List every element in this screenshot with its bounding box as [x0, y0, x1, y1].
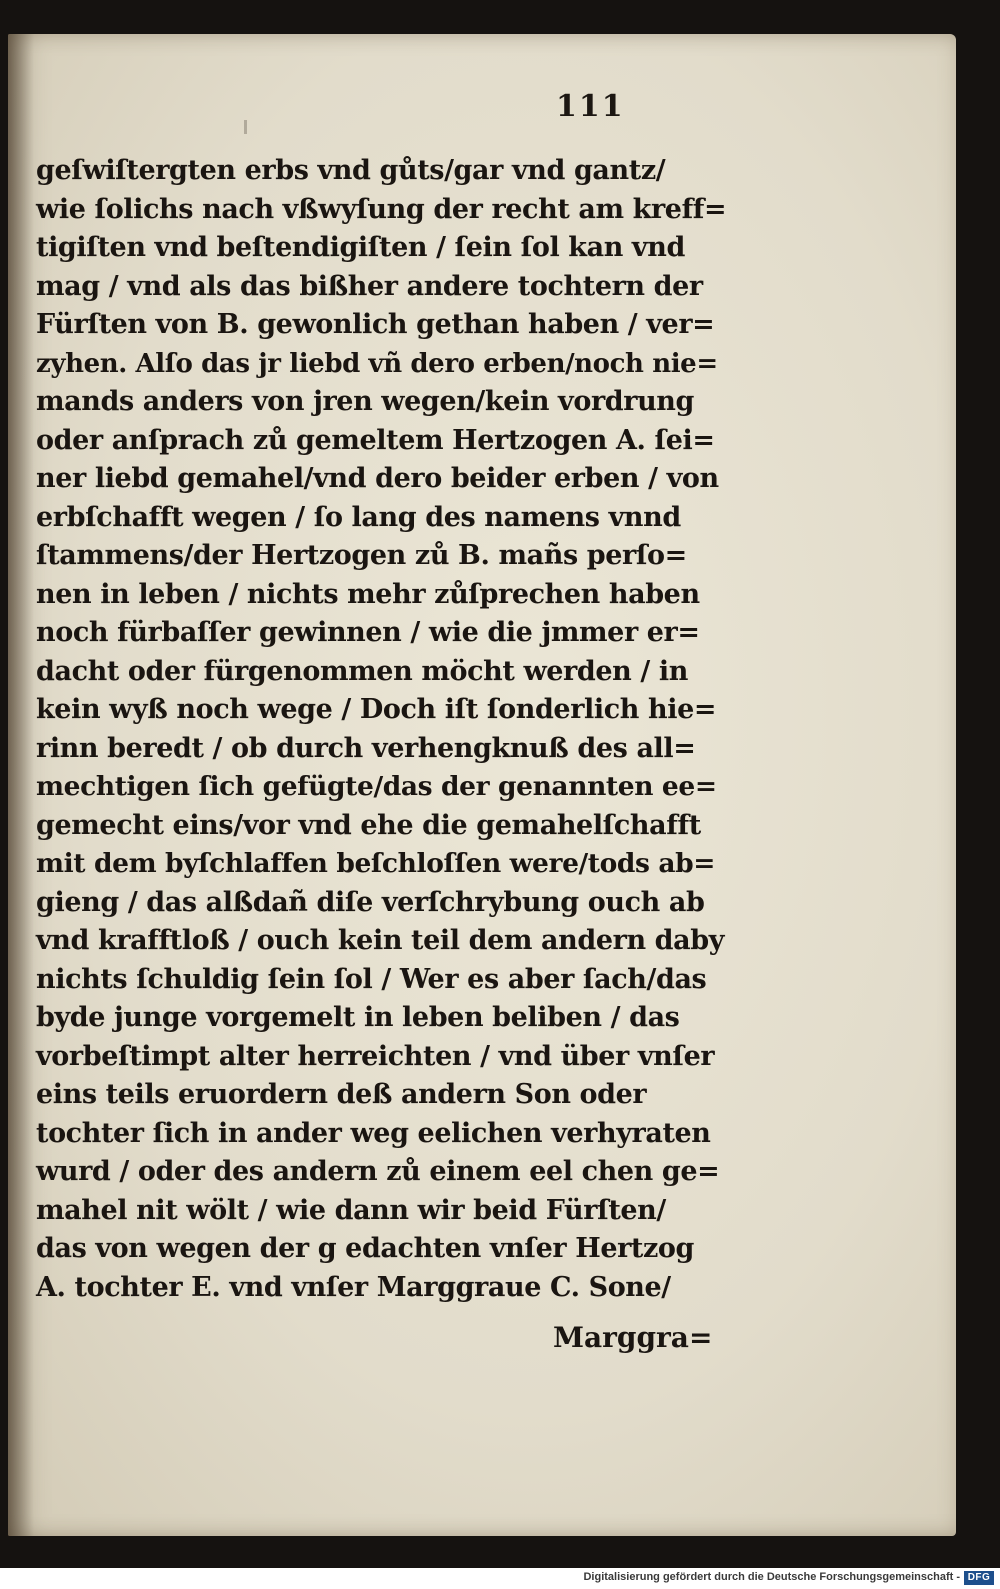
text-line: noch fürbaſſer gewinnen / wie die jmmer er= — [36, 617, 700, 648]
text-line: Fürſten von B. gewonlich gethan haben / ver= — [36, 309, 715, 340]
text-line: mit dem byſchlaffen beſchloſſen were/tods ab= — [36, 848, 716, 879]
text-line: wie ſolichs nach vßwyſung der recht am kreff= — [36, 193, 727, 225]
text-line: gieng / das alßdañ diſe verſchrybung ouch ab — [36, 886, 705, 918]
text-line: nen in leben / nichts mehr zůſprechen haben — [36, 578, 700, 610]
text-line: mands anders von jren wegen/kein vordrung — [36, 386, 695, 417]
text-line: ner liebd gemahel/vnd dero beider erben / von — [36, 463, 719, 494]
page-gutter-shadow — [8, 34, 34, 1536]
text-line: das von wegen der g edachten vnſer Hertzog — [36, 1233, 695, 1264]
text-line: A. tochter E. vnd vnſer Marggraue C. Sone/ — [36, 1271, 671, 1303]
dfg-logo: DFG — [964, 1571, 994, 1585]
catchword: Marggra= — [553, 1321, 713, 1354]
pencil-mark — [244, 120, 247, 134]
folio-number: 111 — [556, 89, 625, 124]
text-line: mag / vnd als das bißher andere tochtern der — [36, 270, 703, 302]
text-line: mahel nit wölt / wie dann wir beid Fürſten/ — [36, 1194, 666, 1226]
text-line: zyhen. Alſo das jr liebd vñ dero erben/noch nie= — [36, 348, 718, 379]
text-line: tigiſten vnd beſtendigiſten / ſein ſol kan vnd — [36, 232, 685, 263]
text-line: tochter ſich in ander weg eelichen verhyraten — [36, 1117, 711, 1149]
text-line: dacht oder fürgenommen möcht werden / in — [36, 655, 688, 687]
text-line: ſtammens/der Hertzogen zů B. mañs perſo= — [36, 540, 687, 571]
text-line: vnd krafftloß / ouch kein teil dem andern daby — [36, 925, 725, 956]
text-line: gemecht eins/vor vnd ehe die gemahelſchafft — [36, 809, 701, 841]
book-page — [8, 34, 956, 1536]
text-line: erbſchafft wegen / ſo lang des namens vnnd — [36, 501, 681, 533]
text-line: rinn beredt / ob durch verhengknuß des all= — [36, 732, 696, 764]
text-line: kein wyß noch wege / Doch iſt ſonderlich hie= — [36, 694, 717, 725]
text-line: oder anſprach zů gemeltem Hertzogen A. ſei= — [36, 424, 715, 456]
text-line: nichts ſchuldig ſein ſol / Wer es aber ſach/das — [36, 963, 707, 995]
main-text-block — [36, 152, 726, 1307]
text-line: byde junge vorgemelt in leben beliben / das — [36, 1002, 680, 1033]
text-line: geſwiſtergten erbs vnd gůts/gar vnd gantz/ — [36, 155, 666, 186]
text-line: wurd / oder des andern zů einem eel chen ge= — [36, 1156, 720, 1187]
footer-bar — [0, 1568, 1000, 1589]
text-line: mechtigen ſich gefügte/das der genannten ee= — [36, 771, 717, 802]
funding-note: Digitalisierung gefördert durch die Deutsche Forschungsgemeinschaft - — [583, 1571, 960, 1583]
text-line: eins teils eruordern deß andern Son oder — [36, 1079, 647, 1110]
text-line: vorbeſtimpt alter herreichten / vnd über vnſer — [36, 1040, 715, 1072]
